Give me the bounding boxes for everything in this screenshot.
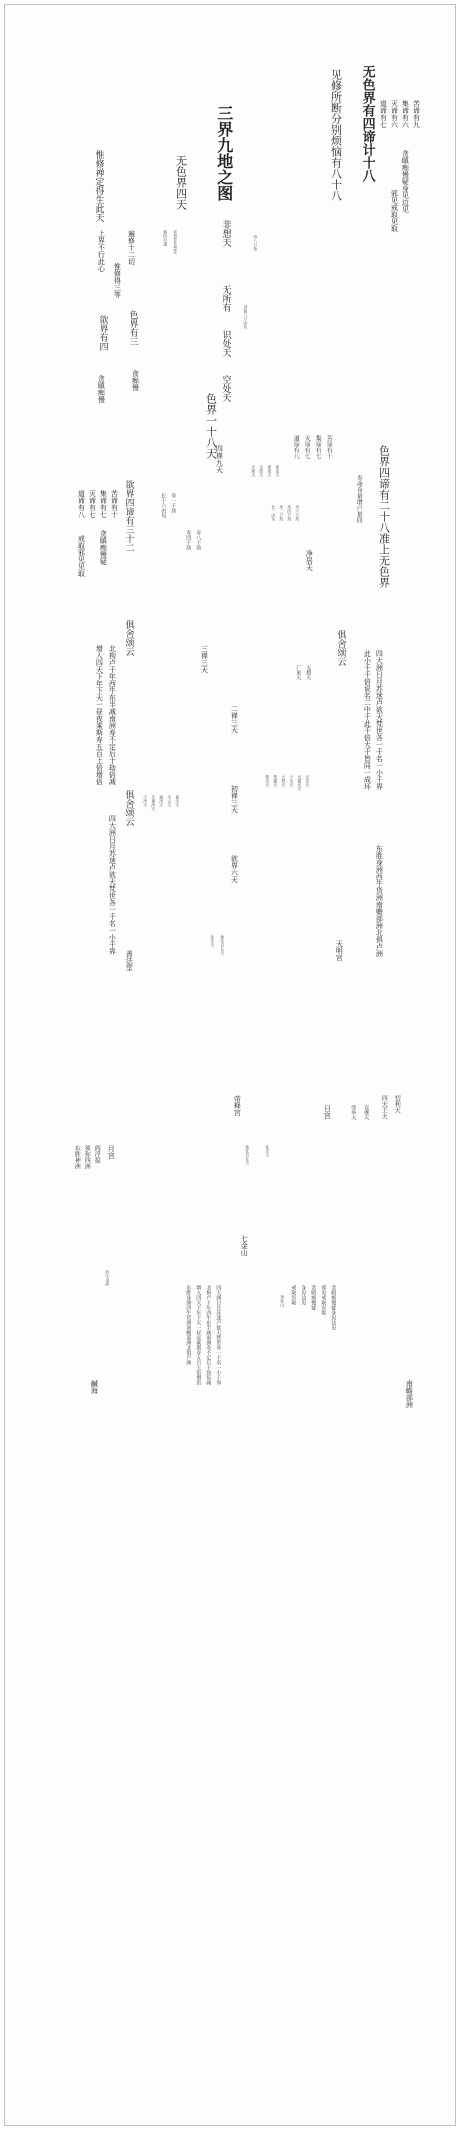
fine-13: 少净天 — [143, 795, 149, 807]
fine-14: 光音天 — [305, 775, 311, 787]
verse2-text: 北拘卢千年西牛东半减南洲寿不定后十劫倍减 — [108, 645, 117, 785]
left-col-4: 上界不行此心 — [97, 230, 106, 272]
document-page — [4, 4, 456, 2126]
fine-20: 他化自在天 — [220, 935, 226, 955]
fine-35: 贪瞋痴慢疑 — [310, 1285, 317, 1310]
nanzhou-label: 南瞻部洲 — [405, 1380, 414, 1408]
sejie-line-3: 灭谛有七 — [303, 435, 311, 459]
verse2-text2: 增入四天下年下天一昼夜乘斯寿五百上倍增倍 — [95, 645, 104, 785]
wuse-heading: 无色界有四谛计十八 — [359, 65, 375, 182]
fine-23: 夜摩天 — [363, 1105, 370, 1120]
fine-24: 忉利天 — [393, 1095, 401, 1113]
fine-3: 无热天 — [259, 465, 265, 477]
sejie-line-4: 道谛有八 — [292, 435, 300, 459]
fine-38: 四大洲日月苏迷卢欲天梵世各一千名一小千界 — [215, 1285, 222, 1385]
sejie-heaven: 色界一十八天 — [204, 393, 218, 459]
fine-10: 无云天 — [167, 795, 173, 807]
verse3-text: 四大洲日月苏迷卢欲天梵世各一千名一小千界 — [108, 815, 117, 955]
fine-34: 邪见戒取见取 — [320, 1285, 327, 1315]
zone-erchan: 二禅三天 — [230, 705, 239, 733]
fine-33: 贪瞋痴慢疑身见边见 — [330, 1285, 337, 1330]
yujie-fine-1: 寿一千劫 — [170, 493, 177, 513]
fine-15: 无量光天 — [297, 775, 303, 791]
zone-sichan: 四禅九天 — [215, 445, 224, 473]
fine-5: 寿六万劫 — [295, 505, 301, 521]
fine-31: 须弥山 — [280, 1295, 286, 1307]
fine-8: 长一由旬 — [271, 505, 277, 521]
heaven-wusuoyou: 无所有 — [220, 285, 231, 312]
heaven-feixiang: 非想天 — [220, 220, 231, 247]
yujie-items-1: 贪瞋痴慢疑 — [99, 530, 108, 565]
sejie-heading: 色界四谛有二十八准上无色界 — [377, 445, 391, 588]
zone-yujie: 欲界六天 — [230, 855, 239, 883]
fine-1: 善见天 — [275, 465, 281, 477]
wuse-line-1: 苦谛有九 — [412, 100, 421, 128]
fine-2: 善现天 — [267, 465, 273, 477]
fine-32: 西牛货洲 — [105, 1270, 111, 1286]
fine-28: 阎浮提 — [93, 1145, 101, 1163]
heaven-shichu: 识处天 — [220, 330, 231, 357]
wuse-line-3: 灭谛有六 — [390, 100, 399, 128]
jingshen-label: 净居天 — [305, 550, 314, 571]
yujie-heading: 欲界四谛有三十二 — [123, 480, 134, 552]
wuse-line-2: 集谛有六 — [401, 100, 410, 128]
verse1-heading: 俱舍颂云 — [335, 630, 346, 666]
wuse-line-4: 道谛有七 — [379, 100, 388, 128]
left-mid-5: 食痴慢 — [131, 370, 140, 391]
wuse-items-2: 邪见戒取见取 — [390, 190, 399, 232]
fine-9: 福生天 — [175, 795, 181, 807]
fine-39: 北拘卢千年西牛东半减南洲寿不定后十劫倍减 — [205, 1285, 212, 1385]
verse1-fine-2: 广果天 — [295, 665, 302, 680]
sejie-line-2: 集谛有七 — [314, 435, 322, 459]
fine-19: 梵众天 — [265, 775, 271, 787]
yujie-line-1: 苦谛有十 — [110, 490, 119, 518]
yujie-fine-4: 寿四千劫 — [185, 530, 192, 550]
verse1-text: 四大洲日月苏迷卢欲天梵世各一千名一小千界 — [375, 650, 384, 790]
wuse-items-1: 贪瞋痴慢疑身见边见 — [401, 150, 410, 213]
haishui-label: 鹹海 — [90, 1380, 99, 1394]
left-mid-3: 贪瞋痴慢 — [97, 375, 106, 403]
fine-21: 化乐天 — [210, 935, 216, 947]
yujie-fine-2: 长十六由旬 — [160, 493, 167, 518]
fine-37: 戒取见取 — [290, 1285, 297, 1305]
rigong-label: 日宫 — [323, 1105, 332, 1119]
fine-22: 兜率天 — [350, 1105, 357, 1120]
sejie-line-1: 苦谛有十 — [325, 435, 333, 459]
left-col-6: 惟修得三等 — [113, 263, 122, 298]
verse1-fine: 无想天 — [305, 665, 312, 680]
yujie-fine-3: 寿八千劫 — [195, 530, 202, 550]
yujie-items-2: 戒取邪见见取 — [77, 535, 86, 577]
yujie-line-3: 灭谛有七 — [88, 490, 97, 518]
verse3-heading: 俱舍颂云 — [123, 790, 134, 826]
fine-40: 增入四天下年下天一昼夜乘斯寿五百上倍增倍 — [195, 1285, 202, 1385]
qijin-label: 七金山 — [240, 1235, 249, 1256]
left-fine-1: 非想非非想处 — [173, 230, 179, 254]
fine-16: 少光天 — [289, 775, 295, 787]
verse2-heading: 俱舍颂云 — [123, 620, 134, 656]
fine-27: 化乐天 — [265, 1145, 271, 1157]
sejie-sub: 寿命身量增户量同 — [355, 475, 363, 523]
yuegong-label: 月宫 — [107, 1145, 116, 1159]
wuse-heaven: 无色界四天 — [174, 155, 188, 210]
yujie-line-2: 集谛有七 — [99, 490, 108, 518]
yujie-line-4: 道谛有八 — [77, 490, 86, 518]
page-title: 三界九地之图 — [214, 105, 234, 201]
tianming-label: 天明宫 — [335, 940, 344, 961]
wuse-sub: 见修所断分别烦恼有八十八 — [329, 69, 343, 201]
verse3-text2: 东胜身洲西牛货洲南赡部洲北俱卢洲 — [375, 845, 384, 957]
mid-fine-1: 寿八万劫 — [253, 235, 259, 251]
verse1-text2: 此小千千倍说名二中千此千倍大千皆同一成坏 — [363, 650, 372, 790]
left-mid-2: 色界有三 — [127, 310, 138, 346]
fine-36: 身见边见 — [300, 1285, 307, 1305]
fine-25: 四天王天 — [380, 1095, 388, 1119]
left-fine-2: 無所有處 — [163, 230, 169, 246]
left-mid-1: 欲界有四 — [97, 315, 108, 351]
fine-18: 梵辅天 — [273, 775, 279, 787]
left-col-5: 遍修十二切 — [127, 230, 136, 265]
zone-chuchan: 初禅三天 — [230, 785, 239, 813]
left-col-1: 惟修禅定得生此天 — [93, 150, 104, 222]
dizang-label: 帝释宫 — [233, 1095, 242, 1116]
fine-4: 无烦天 — [251, 465, 257, 477]
fine-29: 须弥四洲 — [83, 1145, 91, 1169]
fahuang-label: 善法堂 — [125, 950, 134, 971]
heaven-kongchu: 空处天 — [220, 375, 231, 402]
fine-41: 东胜身洲西牛货洲南赡部洲北俱卢洲 — [185, 1285, 192, 1365]
fine-26: 他化自在天 — [245, 1145, 251, 1165]
fine-17: 大梵天 — [281, 775, 287, 787]
fine-7: 寿二万劫 — [279, 505, 285, 521]
fine-12: 无量净天 — [151, 795, 157, 811]
fine-30: 东胜神洲 — [73, 1145, 81, 1169]
mid-fine-2: 身量八万由旬 — [243, 305, 249, 329]
fine-6: 寿四万劫 — [287, 505, 293, 521]
fine-11: 遍净天 — [159, 795, 165, 807]
zone-sanchan: 三禅三天 — [200, 645, 209, 673]
